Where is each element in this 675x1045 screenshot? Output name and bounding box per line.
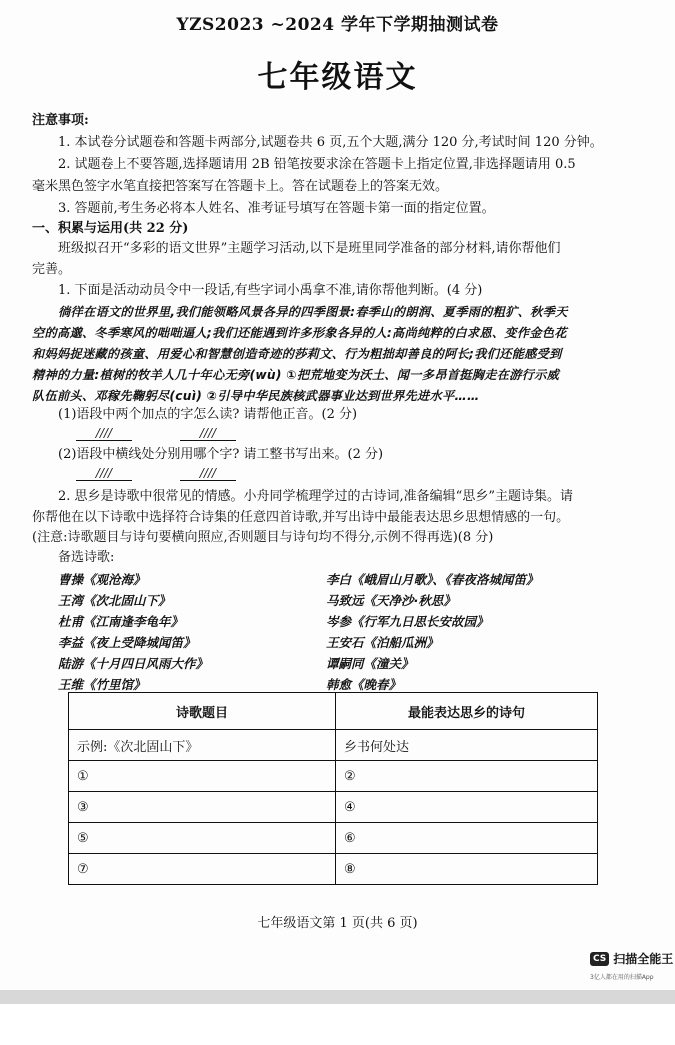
answer-blank-1: ////	[76, 426, 132, 441]
poem-left-4: 李益《夜上受降城闻笛》	[58, 635, 196, 650]
section-intro-cont: 完善。	[32, 262, 72, 277]
notice-item-1: 1. 本试卷分试题卷和答题卡两部分,试题卷共 6 页,五个大题,满分 120 分,考试时间 120 分钟。	[58, 135, 603, 150]
column-header-poem-line: 最能表达思乡的诗句	[336, 693, 598, 730]
poem-left-6: 王维《竹里馆》	[58, 677, 146, 692]
logo-badge-icon: CS	[590, 952, 609, 966]
table-cell: 乡书何处达	[336, 730, 598, 761]
question-2-line-2: 你帮他在以下诗歌中选择符合诗集的任意四首诗歌,并写出诗中最能表达思乡思想情感的一句。	[32, 510, 570, 525]
passage-line-1: 徜徉在语文的世界里,我们能领略风景各异的四季图景:春季山的朗润、夏季雨的粗犷、秋季天	[58, 305, 568, 319]
poem-right-6: 韩愈《晚春》	[326, 677, 402, 692]
answer-blank-2: ////	[180, 426, 236, 441]
question-2-line-1: 2. 思乡是诗歌中很常见的情感。小舟同学梳理学过的古诗词,准备编辑“思乡”主题诗集。请	[58, 489, 573, 504]
table-cell: ④	[336, 792, 598, 823]
logo-name: 扫描全能王	[613, 952, 674, 966]
table-cell: ②	[336, 761, 598, 792]
notice-item-3: 3. 答题前,考生务必将本人姓名、准考证号填写在答题卡第一面的指定位置。	[58, 201, 495, 216]
table-cell: ⑦	[69, 854, 336, 885]
table-row	[69, 854, 598, 885]
logo-tagline: 3亿人都在用的扫描App	[590, 974, 654, 981]
passage-line-4: 精神的力量:植树的牧羊人几十年心无旁(wù) ①把荒地变为沃土、闻一多昂首挺胸走在游行示威	[32, 368, 560, 382]
poem-right-1: 李白《峨眉山月歌》、《春夜洛城闻笛》	[326, 572, 539, 587]
passage-line-2: 空的高邈、冬季寒风的咄咄逼人;我们还能遇到许多形象各异的人:高尚纯粹的白求恩、变作金色花	[32, 326, 567, 340]
section-heading: 一、积累与运用(共 22 分)	[32, 221, 189, 236]
table-row	[69, 730, 598, 761]
poem-right-3: 岑参《行军九日思长安故园》	[326, 614, 489, 629]
notice-item-2-cont: 毫米黑色签字水笔直接把答案写在答题卡上。答在试题卷上的答案无效。	[32, 179, 449, 194]
poem-left-5: 陆游《十月四日风雨大作》	[58, 656, 209, 671]
section-intro: 班级拟召开“多彩的语文世界”主题学习活动,以下是班里同学准备的部分材料,请你帮他们	[58, 241, 561, 256]
poems-heading: 备选诗歌:	[58, 550, 115, 565]
answer-table	[68, 692, 598, 885]
poem-left-1: 曹操《观沧海》	[58, 572, 146, 587]
passage-line-3: 和妈妈捉迷藏的孩童、用爱心和智慧创造奇迹的莎莉文、行为粗拙却善良的阿长;我们还能感受到	[32, 347, 562, 361]
table-cell: ⑧	[336, 854, 598, 885]
exam-header: YZS2023 ~2024 学年下学期抽测试卷	[176, 15, 499, 35]
poem-left-3: 杜甫《江南逢李龟年》	[58, 614, 184, 629]
scanner-logo	[590, 950, 673, 967]
column-header-poem-title: 诗歌题目	[69, 693, 336, 730]
notice-heading: 注意事项:	[32, 113, 89, 128]
notice-item-2: 2. 试题卷上不要答题,选择题请用 2B 铅笔按要求涂在答题卡上指定位置,非选择题请用 0.5	[58, 157, 576, 172]
poem-left-2: 王湾《次北固山下》	[58, 593, 171, 608]
question-1: 1. 下面是活动动员令中一段话,有些字词小禹拿不准,请你帮他判断。(4 分)	[58, 283, 483, 298]
table-row	[69, 792, 598, 823]
table-cell: ⑥	[336, 823, 598, 854]
table-header-row	[69, 693, 598, 730]
poem-right-2: 马致远《天净沙·秋思》	[326, 593, 456, 608]
table-cell: ③	[69, 792, 336, 823]
table-cell: ①	[69, 761, 336, 792]
page-title: 七年级语文	[257, 60, 418, 95]
answer-blank-4: ////	[180, 466, 236, 481]
table-row	[69, 761, 598, 792]
passage-line-5: 队伍前头、邓稼先鞠躬尽(cuì) ②引导中华民族核武器事业达到世界先进水平……	[32, 389, 480, 403]
question-2-line-3: (注意:诗歌题目与诗句要横向照应,否则题目与诗句均不得分,示例不得再选)(8 分)	[32, 530, 494, 545]
poem-right-4: 王安石《泊船瓜洲》	[326, 635, 439, 650]
bottom-strip	[0, 990, 675, 1004]
table-row	[69, 823, 598, 854]
answer-blank-3: ////	[76, 466, 132, 481]
page-footer: 七年级语文第 1 页(共 6 页)	[257, 916, 418, 931]
table-cell: 示例:《次北固山下》	[69, 730, 336, 761]
poem-right-5: 谭嗣同《潼关》	[326, 656, 414, 671]
question-1-1: (1)语段中两个加点的字怎么读? 请帮他正音。(2 分)	[58, 407, 358, 422]
question-1-2: (2)语段中横线处分别用哪个字? 请工整书写出来。(2 分)	[58, 447, 384, 462]
table-cell: ⑤	[69, 823, 336, 854]
